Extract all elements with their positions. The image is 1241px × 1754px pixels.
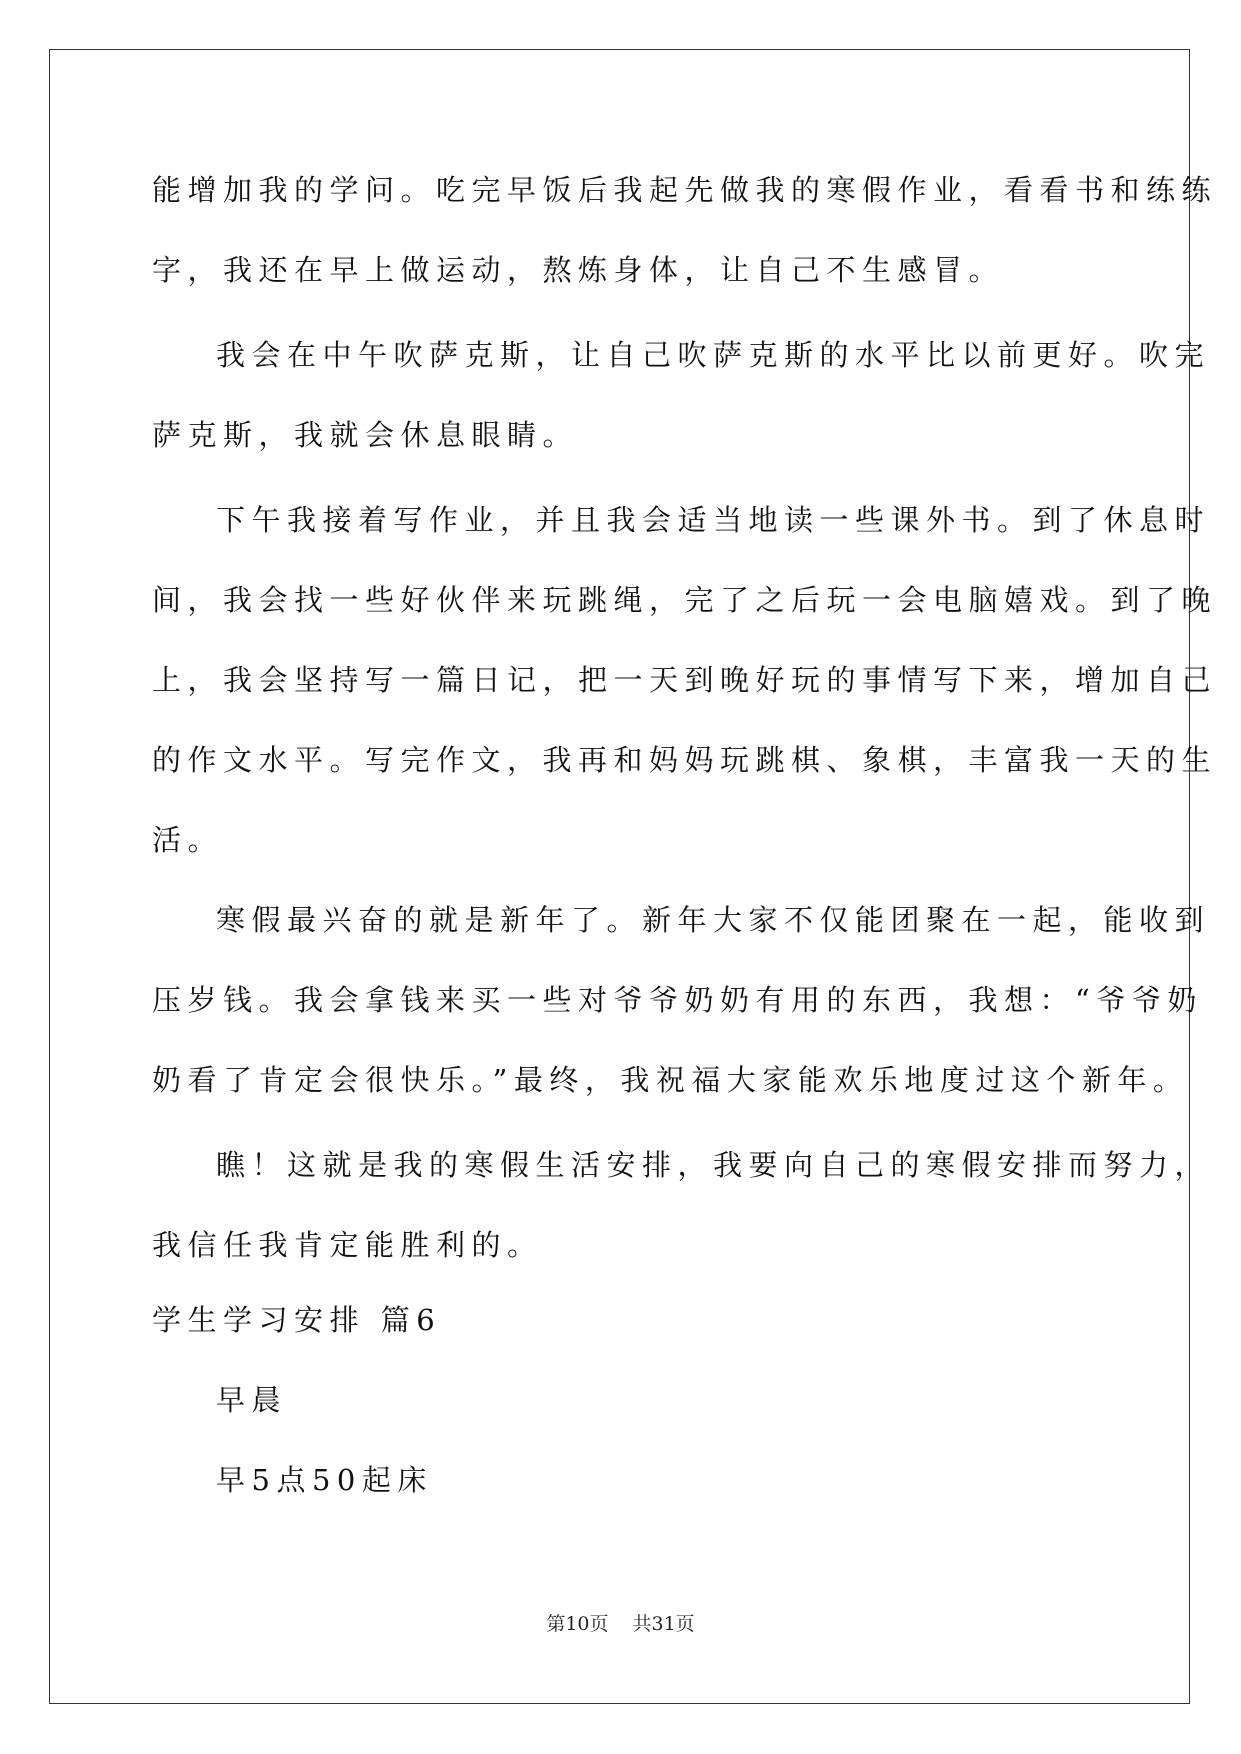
section-heading: 学生学习安排 篇6 (152, 1303, 442, 1337)
text-line: 我信任我肯定能胜利的。 (152, 1228, 543, 1262)
text-line: 奶看了肯定会很快乐。”最终，我祝福大家能欢乐地度过这个新年。 (152, 1063, 1189, 1097)
text-line: 的作文水平。写完作文，我再和妈妈玩跳棋、象棋，丰富我一天的生 (152, 743, 1218, 777)
text-line: 早晨 (216, 1383, 288, 1417)
text-line: 能增加我的学问。吃完早饭后我起先做我的寒假作业，看看书和练练 (152, 173, 1218, 207)
text-line: 字，我还在早上做运动，熬炼身体，让自己不生感冒。 (152, 253, 1005, 287)
text-line: 间，我会找一些好伙伴来玩跳绳，完了之后玩一会电脑嬉戏。到了晚 (152, 583, 1218, 617)
text-line: 活。 (152, 823, 224, 857)
text-line: 压岁钱。我会拿钱来买一些对爷爷奶奶有用的东西，我想：“爷爷奶 (152, 983, 1203, 1017)
text-line: 上，我会坚持写一篇日记，把一天到晚好玩的事情写下来，增加自己 (152, 663, 1218, 697)
text-line: 萨克斯，我就会休息眼睛。 (152, 418, 579, 452)
page-border (49, 49, 1218, 1704)
page-total: 共31页 (632, 1613, 695, 1635)
text-line: 我会在中午吹萨克斯，让自己吹萨克斯的水平比以前更好。吹完 (216, 338, 1211, 372)
page-footer (0, 1612, 1241, 1636)
text-line: 瞧！这就是我的寒假生活安排，我要向自己的寒假安排而努力， (216, 1148, 1211, 1182)
text-line: 寒假最兴奋的就是新年了。新年大家不仅能团聚在一起，能收到 (216, 903, 1211, 937)
text-line: 早5点50起床 (216, 1463, 433, 1497)
page-number: 第10页 (546, 1613, 609, 1635)
text-line: 下午我接着写作业，并且我会适当地读一些课外书。到了休息时 (216, 503, 1211, 537)
